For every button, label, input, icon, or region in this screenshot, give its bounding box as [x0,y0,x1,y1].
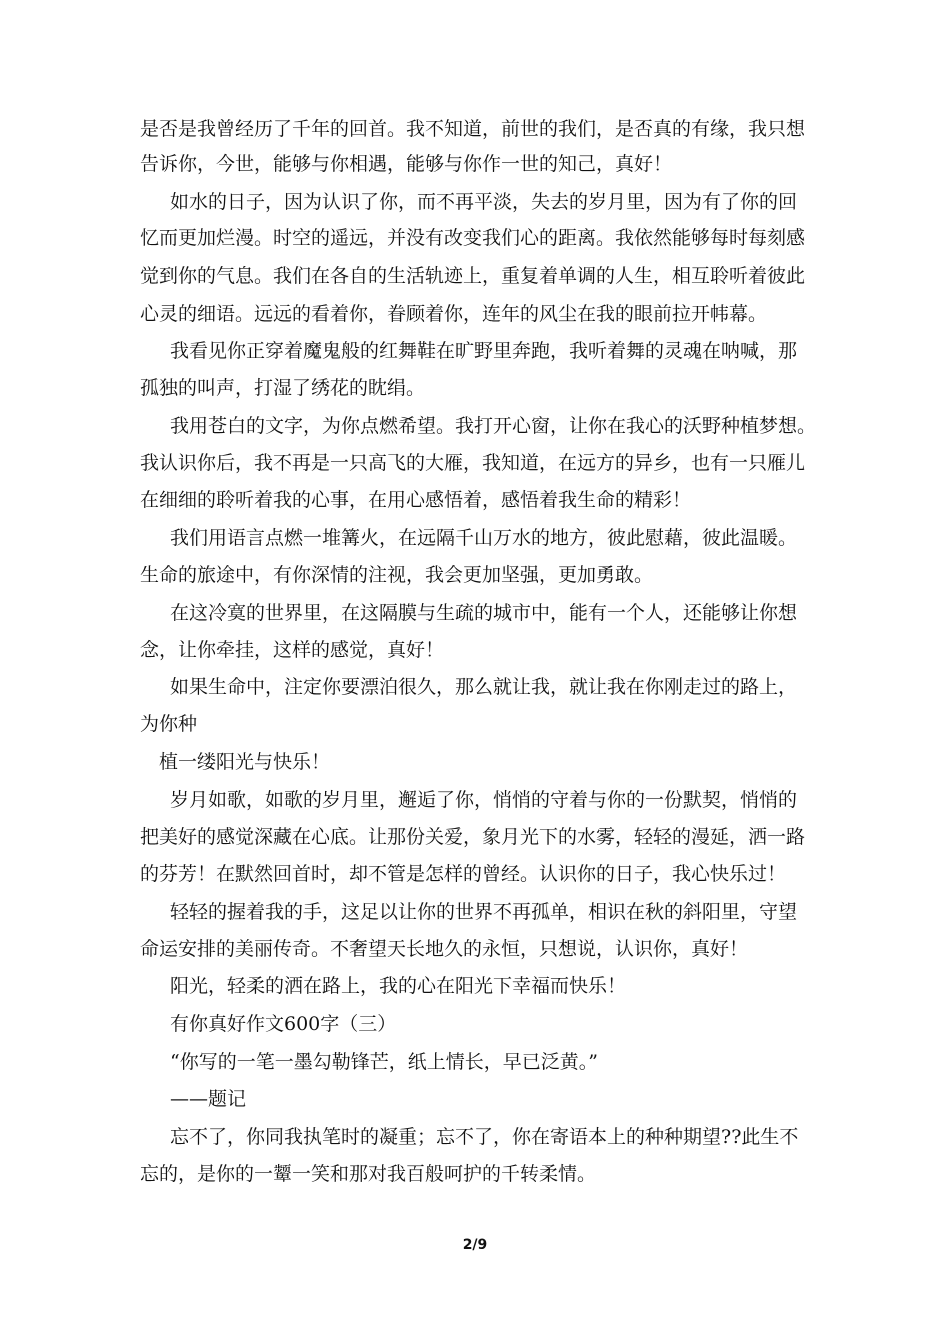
text-line: 孤独的叫声，打湿了绣花的眈绢。 [140,377,426,399]
text-line: 我用苍白的文字，为你点燃希望。我打开心窗，让你在我心的沃野种植梦想。 [170,415,817,437]
text-line: 觉到你的气息。我们在各自的生活轨迹上，重复着单调的人生，相互聆听着彼此 [140,265,806,287]
text-line: 告诉你，今世，能够与你相遇，能够与你作一世的知己，真好！ [140,153,673,175]
text-line: 我们用语言点燃一堆篝火，在远隔千山万水的地方，彼此慰藉，彼此温暖。 [170,527,798,549]
text-line: 岁月如歌，如歌的岁月里，邂逅了你，悄悄的守着与你的一份默契，悄悄的 [170,789,798,811]
text-line: 阳光，轻柔的洒在路上，我的心在阳光下幸福而快乐！ [170,975,627,997]
text-line: 在细细的聆听着我的心事，在用心感悟着，感悟着我生命的精彩！ [140,489,692,511]
text-line: 如果生命中，注定你要漂泊很久，那么就让我，就让我在你刚走过的路上， [170,676,798,698]
text-line: 为你种 [140,713,198,735]
text-line: 忘不了，你同我执笔时的凝重；忘不了，你在寄语本上的种种期望??此生不 [170,1126,799,1148]
text-line: 忘的，是你的一颦一笑和那对我百般呵护的千转柔情。 [140,1163,597,1185]
text-line: 的芬芳！在默然回首时，却不管是怎样的曾经。认识你的日子，我心快乐过！ [140,863,787,885]
text-line: 是否是我曾经历了千年的回首。我不知道，前世的我们，是否真的有缘，我只想 [140,118,806,140]
text-line: 轻轻的握着我的手，这足以让你的世界不再孤单，相识在秋的斜阳里，守望 [170,901,798,923]
text-line: 我看见你正穿着魔鬼般的红舞鞋在旷野里奔跑，我听着舞的灵魂在呐喊，那 [170,340,798,362]
text-line: 在这冷寞的世界里，在这隔膜与生疏的城市中，能有一个人，还能够让你想 [170,602,798,624]
epigraph-quote: “你写的一笔一墨勾勒锋芒，纸上情长，早已泛黄。” [170,1051,598,1073]
epigraph-attribution: ——题记 [170,1088,247,1110]
text-line: 命运安排的美丽传奇。不奢望天长地久的永恒，只想说，认识你，真好！ [140,938,749,960]
text-line: 心灵的细语。远远的看着你，眷顾着你，连年的风尘在我的眼前拉开帏幕。 [140,303,768,325]
text-line: 把美好的感觉深藏在心底。让那份关爱，象月光下的水雾，轻轻的漫延，洒一路 [140,826,806,848]
text-line: 我认识你后，我不再是一只高飞的大雁，我知道，在远方的异乡，也有一只雁儿 [140,452,806,474]
text-line: 忆而更加烂漫。时空的遥远，并没有改变我们心的距离。我依然能够每时每刻感 [140,227,806,249]
page-number: 2/9 [462,1237,488,1253]
text-line: 如水的日子，因为认识了你，而不再平淡，失去的岁月里，因为有了你的回 [170,191,798,213]
section-heading: 有你真好作文600字（三） [170,1013,397,1035]
text-line: 生命的旅途中，有你深情的注视，我会更加坚强，更加勇敢。 [140,564,654,586]
text-line: 念，让你牵挂，这样的感觉，真好！ [140,639,445,661]
text-line: 植一缕阳光与快乐！ [159,751,331,773]
